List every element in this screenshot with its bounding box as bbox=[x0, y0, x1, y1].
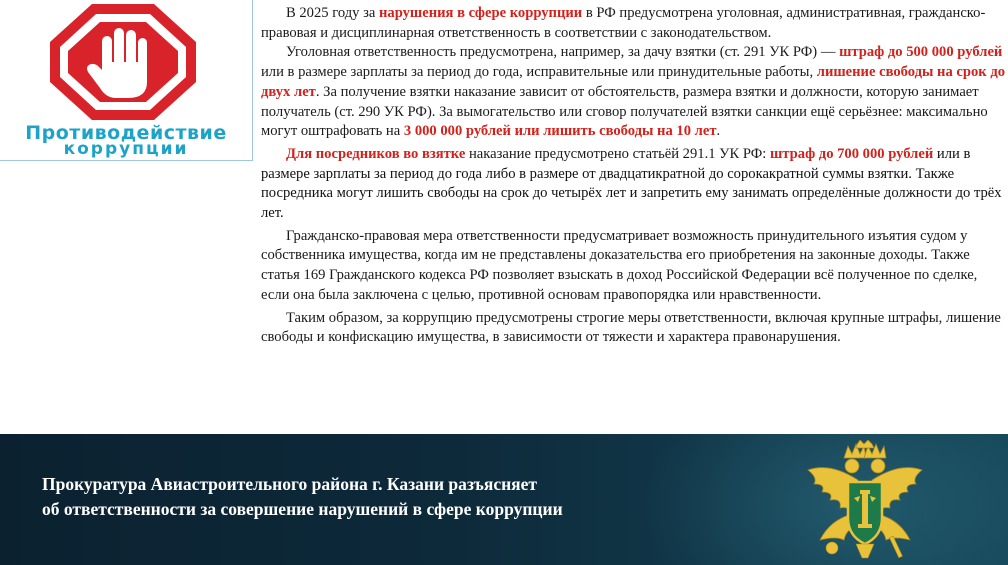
p5-text: Таким образом, за коррупцию предусмотрены строгие меры ответственности, включая крупные штрафы, лишение свободы и конфискацию имущества, в зависимости от тяжести и характера правонарушения. bbox=[261, 309, 1001, 346]
p2-text-2: или в размере зарплаты за период до года, исправительные или принудительные работы, bbox=[261, 64, 817, 81]
p4-text: Гражданско-правовая мера ответственности предусматривает возможность принудительного изъятия судом у собственника имущества, когда им не представлены доказательства его приобретения на законные доходы. Также статья 169 Гражданского кодекса РФ позволяет взыскать в доход Российской Федерации всё полученное по сделке, если она была заключена с целью, противной основам правопорядка или нравственности. bbox=[261, 227, 978, 303]
logo-caption-line1: Противодействие bbox=[25, 122, 227, 144]
p2-highlight-3: 3 000 000 рублей или лишить свободы на 10 лет bbox=[403, 123, 717, 140]
p2-highlight-1: штраф до 500 000 рублей bbox=[839, 44, 1003, 61]
paragraph-1 bbox=[261, 4, 1007, 43]
p3-highlight-2: штраф до 700 000 рублей bbox=[769, 145, 934, 162]
logo-caption-line2: коррупции bbox=[63, 139, 189, 159]
p2-text-4: . bbox=[716, 123, 721, 140]
p3-text-2: или в размере зарплаты за период до года либо в размере от двадцатикратной до сорокакратной суммы взятки. Также посредника могут лишить свободы на срок до четырёх лет и запретить ему занимать определённые должности до трёх лет. bbox=[261, 145, 1002, 222]
prosecutor-emblem-icon bbox=[800, 440, 930, 565]
banner-line-2: об ответственности за совершение нарушений в сфере коррупции bbox=[42, 499, 563, 519]
stop-hand-icon bbox=[48, 2, 198, 122]
p3-highlight-1: Для посредников во взятке bbox=[286, 145, 466, 162]
p2-highlight-2: лишение свободы на срок до двух лет bbox=[261, 64, 1006, 100]
anti-corruption-logo bbox=[0, 0, 253, 161]
p2-text-1: Уголовная ответственность предусмотрена, например, за дачу взятки (ст. 291 УК РФ) — bbox=[286, 44, 840, 61]
p1-text-1: В 2025 году за bbox=[286, 5, 379, 21]
paragraph-2 bbox=[261, 43, 1007, 142]
paragraph-5 bbox=[261, 309, 1007, 348]
paragraph-4 bbox=[261, 227, 1007, 306]
paragraph-3 bbox=[261, 145, 1007, 224]
article-body bbox=[261, 4, 1007, 348]
p3-text-1: наказание предусмотрено статьёй 291.1 УК РФ: bbox=[465, 145, 770, 162]
p1-highlight-1: нарушения в сфере коррупции bbox=[378, 5, 583, 21]
bottom-banner bbox=[0, 434, 1008, 565]
p2-text-3: . За получение взятки наказание зависит от обстоятельств, размера взятки и должности, которую занимает получатель (ст. 290 УК РФ). За вымогательство или сговор получателей взятки санкции ещё серьёзнее: максимально могут оштрафовать на bbox=[261, 83, 988, 140]
banner-line-1: Прокуратура Авиастроительного района г. Казани разъясняет bbox=[42, 474, 537, 494]
p1-text-2: в РФ предусмотрена уголовная, административная, гражданско-правовая и дисциплинарная ответственность в соответствии с законодательством. bbox=[261, 5, 986, 41]
banner-text bbox=[42, 472, 563, 522]
